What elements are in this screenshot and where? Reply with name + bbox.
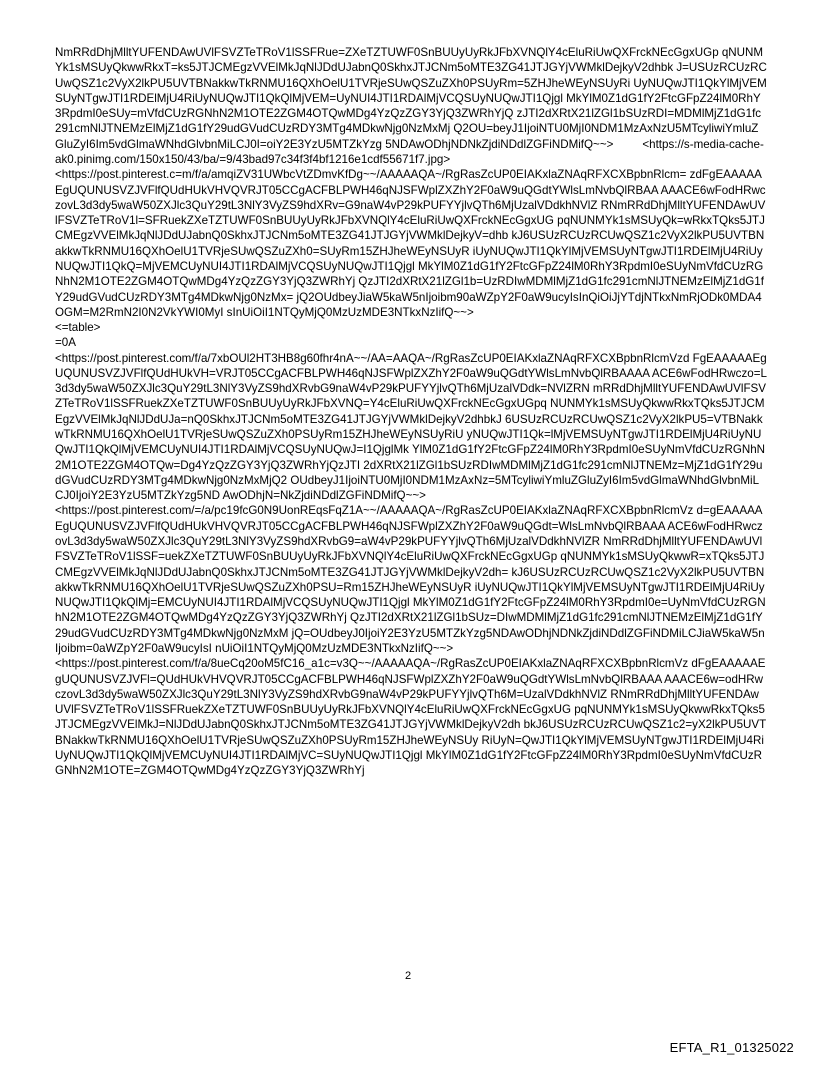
paragraph-2: <https://post.pinterest.c=m/f/a/amqiZV31UWbcVtZDmvKfDg~~/AAAAAQA~/RgRasZcUP0EIAKxlaZNAqRFXCXBpbnRlcm= zdFgEAAAAAEgUQUNUSVZJVFlfQUdHUkVHVQVRJT05CCgACFBLPWH46qNJSFWplZXZhY2F0aW9uQGdtYWlsLmNvbQlRBAA AAACE6wFodHRwczovL3d3dy5waW50ZXJlc3QuY29tL3NlY3VyZS9hdXRv=G9naW4vP29kPUFYYjlvQTh6MjUzalVDdkhNVlZ RNmRRdDhjMlltYUFENDAwUVlFSVZTeTRoV1l=SFRuekZXeTZTUWF0SnBUUyUyRkJFbXVNQlY4cEluRiUwQXFrckNEcGgxUG pqNUNMYk1sMSUyQk=wRkxTQks5JTJCMEgzVVElMkJqNlJDdUJabnQ0SkhxJTJCNm5oMTE3ZG41JTJGYjVWMklDejkyV=dhb kJ6USUzRCUzRCUwQSZ1c2VyX2lkPU5UVTBNakkwTkRNMU16QXhOelU1TVRjeSUwQSZuZXh0=SUyRm15ZHJheWEyNSUyR iUyNUQwJTI1QkYlMjVEMSUyNTgwJTI1RDElMjU4RiUyNUQwJTI1QkQ=MjVEMCUyNUI4JTI1RDAlMjVCQSUyNUQwJTI1Qjgl MkYlM0Z1dG1fY2FtcGFpZ24lM0RhY3RpdmI0eSUyNmVfdCUzRGNhN2M1OTE2ZGM4OTQwMDg4YzQzZGY3YjQ3ZWRhYj QzJTI2dXRtX21lZGl1b=UzRDIwMDMlMjZ1dG1fc291cmNlJTNEMzElMjZ1dG1fY29udGVudCUzRDY3MTg4MDkwNjg0NzMx= jQ2OUdbeyJiaW5kaW5nIjoibm90aWZpY2F0aW9ucyIsInQiOiJjYTdjNTkxNmRjODk0MDA4OGM=M2RmN2I0N2VkYWI0MyI sInUiOiI1NTQyMjQ0MzUzMDE3NTkxNzIifQ~~> (55, 168, 766, 319)
document-id: EFTA_R1_01325022 (669, 1040, 794, 1055)
paragraph-7: <https://post.pinterest.com/f/a/8ueCq20oM5fC16_a1c=v3Q~~/AAAAAQA~/RgRasZcUP0EIAKxlaZNAqRFXCXBpbnRlcmVz dFgEAAAAAEgUQUNUSVZJVFl=QUdHUkVHVQVRJT05CCgACFBLPWH46qNJSFWplZXZhY2F0aW9uQGdtYWlsLmNvbQlRBAAA AAACE6w=odHRwczovL3d3dy5waW50ZXJlc3QuY29tL3NlY3VyZS9hdXRvbG9naW4vP29kPUFYYjlvQTh6M=UzalVDdkhNVlZ RNmRRdDhjMlltYUFENDAwUVlFSVZTeTRoV1lSSFRuekZXeTZTUWF0SnBUUyUyRkJFbXVNQlY4cEluRiUwQXFrckNEcGgxUG pqNUNMYk1sMSUyQkwwRkxTQks5JTJCMEgzVVElMkJ=NlJDdUJabnQ0SkhxJTJCNm5oMTE3ZG41JTJGYjVWMklDejkyV2dh bkJ6USUzRCUzRCUwQSZ1c2=yX2lkPU5UVTBNakkwTkRNMU16QXhOelU1TVRjeSUwQSZuZXh0PSUyRm15ZHJheWEyNSUy RiUyN=QwJTI1QkYlMjVEMSUyNTgwJTI1RDElMjU4RiUyNUQwJTI1QkQlMjVEMCUyNUI4JTI1RDAlMjVC=SUyNUQwJTI1Qjgl MkYlM0Z1dG1fY2FtcGFpZ24lM0RhY3RpdmI0eSUyNmVfdCUzRGNhN2M1OTE=ZGM4OTQwMDg4YzQzZGY3YjQ3ZWRhYj (55, 657, 767, 778)
page-number: 2 (404, 970, 412, 982)
paragraph-3: <=table> (55, 321, 101, 335)
paragraph-5: <https://post.pinterest.com/f/a/7xbOUl2HT3HB8g60fhr4nA~~/AA=AAQA~/RgRasZcUP0EIAKxlaZNAqRFXCXBpbnRlcmVzd FgEAAAAAEgUQUNUSVZJVFlfQUdHUkVH=VRJT05CCgACFBLPWH46qNJSFWplZXZhY2F0aW9uQGdtYWlsLmNvbQlRBAAAA ACE6wFodHRwczo=L3d3dy5waW50ZXJlc3QuY29tL3NlY3VyZS9hdXRvbG9naW4vP29kPUFYYjlvQTh6MjUzalVDdk=NVlZRN mRRdDhjMlltYUFENDAwUVlFSVZTeTRoV1lSSFRuekZXeTZTUWF0SnBUUyUyRkJFbXVNQ=Y4cEluRiUwQXFrckNEcGgxUGpq NUNMYk1sMSUyQkwwRkxTQks5JTJCMEgzVVElMkJqNlJDdUJa=nQ0SkhxJTJCNm5oMTE3ZG41JTJGYjVWMklDejkyV2dhbkJ 6USUzRCUzRCUwQSZ1c2VyX2lkPU5=VTBNakkwTkRNMU16QXhOelU1TVRjeSUwQSZuZXh0PSUyRm15ZHJheWEyNSUyRiU yNUQwJTI1Qk=lMjVEMSUyNTgwJTI1RDElMjU4RiUyNUQwJTI1QkQlMjVEMCUyNUI4JTI1RDAlMjVCQSUyNUQwJ=I1QjglMk YlM0Z1dG1fY2FtcGFpZ24lM0RhY3RpdmI0eSUyNmVfdCUzRGNhN2M1OTE2ZGM4OTQw=Dg4YzQzZGY3YjQ3ZWRhYjQzJTI 2dXRtX21lZGl1bSUzRDIwMDMlMjZ1dG1fc291cmNlJTNEMz=MjZ1dG1fY29udGVudCUzRDY3MTg4MDkwNjg0NzMxMjQ2 OUdbeyJ1IjoiNTU0MjI0NDM1MzAxNz=5MTcyliwiYmluZGluZyI6Im5vdGlmaWNhdGlvbnMiLCJ0IjoiY2E3YzU5MTZkYzg5ND AwODhjN=NkZjdiNDdlZGFiNDMifQ~~> (55, 351, 767, 503)
email-body-text (55, 45, 767, 779)
paragraph-4: =0A (55, 336, 76, 350)
paragraph-6: <https://post.pinterest.com/=/a/pc19fcG0N9UonREqsFqZ1A~~/AAAAAQA~/RgRasZcUP0EIAKxlaZNAqRFXCXBpbnRlcmVz d=gEAAAAAEgUQUNUSVZJVFlfQUdHUkVHVQVRJT05CCgACFBLPWH46qNJSFWplZXZhY2F0aW9uQGdt=WlsLmNvbQlRBAAA ACE6wFodHRwczovL3d3dy5waW50ZXJlc3QuY29tL3NlY3VyZS9hdXRvbG9=aW4vP29kPUFYYjlvQTh6MjUzalVDdkhNVlZR NmRRdDhjMlltYUFENDAwUVlFSVZTeTRoV1lSSF=uekZXeTZTUWF0SnBUUyUyRkJFbXVNQlY4cEluRiUwQXFrckNEcGgxUGp qNUNMYk1sMSUyQkwwR=xTQks5JTJCMEgzVVElMkJqNlJDdUJabnQ0SkhxJTJCNm5oMTE3ZG41JTJGYjVWMklDejkyV2dh= kJ6USUzRCUzRCUwQSZ1c2VyX2lkPU5UVTBNakkwTkRNMU16QXhOelU1TVRjeSUwQSZuZXh0PSU=Rm15ZHJheWEyNSUyR iUyNUQwJTI1QkYlMjVEMSUyNTgwJTI1RDElMjU4RiUyNUQwJTI1QkQlMj=EMCUyNUI4JTI1RDAlMjVCQSUyNUQwJTI1Qjgl MkYlM0Z1dG1fY2FtcGFpZ24lM0RhY3RpdmI0e=UyNmVfdCUzRGNhN2M1OTE2ZGM4OTQwMDg4YzQzZGY3YjQ3ZWRhYj QzJTI2dXRtX21lZGl1bSUz=DIwMDMlMjZ1dG1fc291cmNlJTNEMzElMjZ1dG1fY29udGVudCUzRDY3MTg4MDkwNjg0NzMxM jQ=OUdbeyJ0IjoiY2E3YzU5MTZkYzg5NDAwODhjNDNkZjdiNDdlZGFiNDMiLCJiaW5kaW5nIjoibm=0aWZpY2F0aW9ucyIsI nUiOiI1NTQyMjQ0MzUzMDE3NTkxNzIifQ~~> (55, 504, 766, 655)
paragraph-1: NmRRdDhjMlltYUFENDAwUVlFSVZTeTRoV1lSSFRue=ZXeTZTUWF0SnBUUyUyRkJFbXVNQlY4cEluRiUwQXFrckNEcGgxUGp qNUNMYk1sMSUyQkwwRkxT=ks5JTJCMEgzVVElMkJqNlJDdUJabnQ0SkhxJTJCNm5oMTE3ZG41JTJGYjVWMklDejkyV2dhbk J=USUzRCUzRCUwQSZ1c2VyX2lkPU5UVTBNakkwTkRNMU16QXhOelU1TVRjeSUwQSZuZXh0PSUyRm=5ZHJheWEyNSUyRi UyNUQwJTI1QkYlMjVEMSUyNTgwJTI1RDElMjU4RiUyNUQwJTI1QkQlMjVEM=UyNUI4JTI1RDAlMjVCQSUyNUQwJTI1Qjgl MkYlM0Z1dG1fY2FtcGFpZ24lM0RhY3RpdmI0eSUy=mVfdCUzRGNhN2M1OTE2ZGM4OTQwMDg4YzQzZGY3YjQ3ZWRhYjQ zJTI2dXRtX21lZGl1bSUzRDI=MDMlMjZ1dG1fc291cmNlJTNEMzElMjZ1dG1fY29udGVudCUzRDY3MTg4MDkwNjg0NzMxMj Q2OU=beyJ1IjoiNTU0MjI0NDM1MzAxNzU5MTcyliwiYmluZGluZyI6Im5vdGlmaWNhdGlvbnMiLCJ0I=oiY2E3YzU5MTZkYzg 5NDAwODhjNDNkZjdiNDdlZGFiNDMifQ~~> <https://s-media-cache-ak0.pinimg.com/150x150/43/ba/=9/43bad97c34f3f4bf1216e1cdf55671f7.jpg> (55, 46, 767, 166)
